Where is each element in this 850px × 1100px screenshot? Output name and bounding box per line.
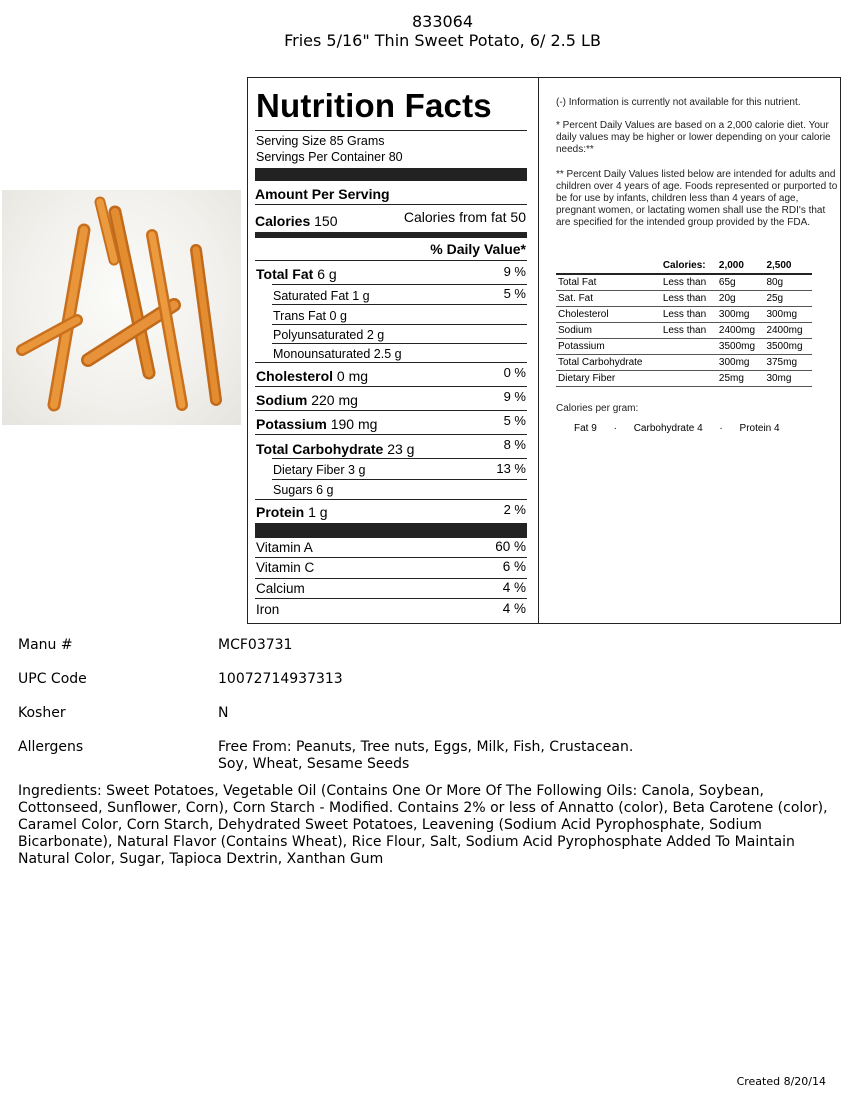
nutrient-amount: 190 mg bbox=[330, 416, 378, 432]
allergens-line-1: Free From: Peanuts, Tree nuts, Eggs, Milk, Fish, Crustacean. bbox=[218, 739, 634, 755]
table-cell: Less than bbox=[661, 291, 717, 307]
vitamin-c-label: Vitamin C bbox=[256, 560, 315, 575]
fry bbox=[115, 212, 149, 373]
calcium-dv: 4 % bbox=[502, 580, 526, 595]
allergens-label: Allergens bbox=[18, 739, 84, 755]
nutrient-protein bbox=[256, 504, 328, 520]
nutrient-amount: 1 g bbox=[352, 289, 370, 303]
table-cell: 20g bbox=[717, 291, 765, 307]
nutrient-name: Total Fat bbox=[256, 266, 314, 282]
fry bbox=[196, 250, 216, 400]
medium-divider bbox=[255, 232, 527, 238]
separator: · bbox=[613, 423, 617, 434]
table-cell: Potassium bbox=[556, 339, 661, 355]
item-number: 833064 bbox=[411, 12, 474, 31]
nutrient-trans-fat bbox=[273, 308, 347, 324]
manu-label: Manu # bbox=[18, 637, 73, 653]
divider bbox=[255, 434, 527, 435]
amount-per-serving: Amount Per Serving bbox=[255, 186, 390, 202]
nutrient-monounsaturated bbox=[273, 346, 402, 362]
nutrient-name: Sodium bbox=[256, 392, 308, 408]
page-header bbox=[0, 12, 850, 50]
nutrient-dv: 8 % bbox=[503, 437, 526, 452]
table-cell: 300mg bbox=[764, 307, 812, 323]
nutrient-total-carbohydrate bbox=[256, 441, 414, 457]
calories-value: 150 bbox=[314, 213, 338, 229]
nutrient-dv: 5 % bbox=[503, 286, 526, 301]
calories-row bbox=[255, 213, 338, 229]
nutrient-dv: 0 % bbox=[503, 365, 526, 380]
table-row bbox=[556, 371, 812, 387]
nutrient-dv: 5 % bbox=[503, 413, 526, 428]
table-cell bbox=[661, 371, 717, 387]
nutrient-total-fat bbox=[256, 266, 337, 282]
table-header-cell: 2,000 bbox=[717, 258, 765, 274]
table-cell bbox=[661, 355, 717, 371]
table-cell: Less than bbox=[661, 323, 717, 339]
divider bbox=[255, 362, 527, 363]
table-cell: 30mg bbox=[764, 371, 812, 387]
iron-dv: 4 % bbox=[502, 601, 526, 616]
table-cell: Sodium bbox=[556, 323, 661, 339]
thick-divider bbox=[255, 523, 527, 538]
nutrient-potassium bbox=[256, 416, 377, 432]
nutrient-sugars bbox=[273, 482, 333, 498]
table-cell: 3500mg bbox=[764, 339, 812, 355]
daily-value-header: % Daily Value* bbox=[430, 241, 526, 257]
nutrition-facts-title: Nutrition Facts bbox=[256, 87, 492, 124]
table-header-cell: Calories: bbox=[661, 258, 717, 274]
protein-per-gram: Protein 4 bbox=[739, 423, 780, 434]
table-header-cell bbox=[556, 258, 661, 274]
divider bbox=[272, 458, 527, 459]
divider bbox=[272, 324, 527, 325]
nutrient-sodium bbox=[256, 392, 358, 408]
nutrition-panel bbox=[247, 77, 841, 624]
vitamin-c-dv: 6 % bbox=[502, 559, 526, 574]
table-header-row bbox=[556, 258, 812, 274]
divider bbox=[255, 557, 527, 558]
nutrition-footnotes bbox=[538, 78, 840, 623]
kosher-value: N bbox=[218, 705, 229, 721]
allergens-line-2: Soy, Wheat, Sesame Seeds bbox=[218, 756, 410, 772]
divider bbox=[255, 386, 527, 387]
table-cell: 300mg bbox=[717, 355, 765, 371]
nutrient-dv: 2 % bbox=[503, 502, 526, 517]
upc-value: 10072714937313 bbox=[218, 671, 343, 687]
calcium-label: Calcium bbox=[256, 581, 305, 596]
nutrient-name: Dietary Fiber bbox=[273, 463, 345, 477]
sweet-potato-fries-image bbox=[2, 190, 241, 425]
calories-from-fat: Calories from fat 50 bbox=[403, 209, 526, 225]
divider bbox=[272, 479, 527, 480]
ingredients-text: Ingredients: Sweet Potatoes, Vegetable Oil (Contains One Or More Of The Following Oils: Canola, Soybean, Cottonseed, Sunflower, Corn), Corn Starch - Modified. Contains 2% or less of Annatto (color), Beta Carotene (color), Caramel Color, Corn Starch, Dehydrated Sweet Potatoes, Leavening (Sodium Acid Pyrophosphate, Sodium Bicarbonate), Natural Flavor (Contains Wheat), Rice Flour, Salt, Sodium Acid Pyrophosphate Added To Maintain Natural Color, Sugar, Tapioca Dextrin, Xanthan Gum bbox=[18, 783, 828, 867]
table-cell: Less than bbox=[661, 274, 717, 291]
table-row bbox=[556, 355, 812, 371]
fat-per-gram: Fat 9 bbox=[574, 423, 597, 434]
nutrient-polyunsaturated bbox=[273, 327, 384, 343]
nutrient-amount: 3 g bbox=[348, 463, 366, 477]
nutrient-saturated-fat bbox=[273, 288, 370, 304]
table-cell: Cholesterol bbox=[556, 307, 661, 323]
nutrient-name: Total Carbohydrate bbox=[256, 441, 384, 457]
table-row bbox=[556, 323, 812, 339]
divider bbox=[255, 598, 527, 599]
nutrient-name: Saturated Fat bbox=[273, 289, 349, 303]
footnote-daily-values: * Percent Daily Values are based on a 2,000 calorie diet. Your daily values may be higher or lower depending on your calorie needs:** bbox=[556, 120, 831, 155]
divider bbox=[255, 130, 527, 131]
table-cell: 2400mg bbox=[764, 323, 812, 339]
nutrient-dv: 9 % bbox=[503, 264, 526, 279]
nutrient-amount: 1 g bbox=[308, 504, 328, 520]
nutrient-name: Potassium bbox=[256, 416, 327, 432]
nutrient-name: Sugars bbox=[273, 483, 313, 497]
separator: · bbox=[719, 423, 723, 434]
nutrient-name: Protein bbox=[256, 504, 305, 520]
table-cell: Sat. Fat bbox=[556, 291, 661, 307]
table-cell: Less than bbox=[661, 307, 717, 323]
nutrient-amount: 220 mg bbox=[311, 392, 358, 408]
vitamin-a-dv: 60 % bbox=[495, 539, 526, 554]
created-date: Created 8/20/14 bbox=[736, 1075, 826, 1088]
nutrient-amount: 6 g bbox=[317, 266, 337, 282]
serving-size: Serving Size 85 Grams bbox=[256, 134, 385, 148]
nutrient-name: Polyunsaturated bbox=[273, 328, 364, 342]
table-cell: 25mg bbox=[717, 371, 765, 387]
nutrient-amount: 23 g bbox=[387, 441, 415, 457]
table-cell: 2400mg bbox=[717, 323, 765, 339]
divider bbox=[272, 343, 527, 344]
table-cell: 375mg bbox=[764, 355, 812, 371]
thick-divider bbox=[255, 168, 527, 181]
nutrient-amount: 2 g bbox=[366, 328, 385, 342]
nutrient-amount: 2.5 g bbox=[373, 347, 402, 361]
divider bbox=[255, 204, 527, 205]
table-cell: 300mg bbox=[717, 307, 765, 323]
nutrient-cholesterol bbox=[256, 368, 368, 384]
upc-label: UPC Code bbox=[18, 671, 87, 687]
kosher-label: Kosher bbox=[18, 705, 66, 721]
nutrient-dv: 13 % bbox=[496, 461, 526, 476]
product-photo bbox=[2, 190, 241, 425]
divider bbox=[255, 410, 527, 411]
footnote-intended-for: ** Percent Daily Values listed below are intended for adults and children over 4 years of age. Foods represented or purported to be for use by infants, children less than 4 years of age, pregnant women, or lactating women shall use the RDI's that are specified for the intended group provided by the FDA. bbox=[556, 169, 838, 228]
table-cell: 80g bbox=[764, 274, 812, 291]
nutrition-facts-label bbox=[248, 78, 539, 623]
nutrient-name: Monounsaturated bbox=[273, 347, 371, 361]
divider bbox=[272, 284, 527, 285]
nutrient-name: Trans Fat bbox=[273, 309, 327, 323]
vitamin-a-label: Vitamin A bbox=[256, 540, 313, 555]
table-row bbox=[556, 274, 812, 291]
daily-values-table bbox=[556, 258, 812, 387]
table-row bbox=[556, 307, 812, 323]
nutrient-amount: 0 mg bbox=[336, 368, 369, 384]
table-cell: 25g bbox=[764, 291, 812, 307]
nutrient-amount: 6 g bbox=[316, 483, 334, 497]
table-cell: 65g bbox=[717, 274, 765, 291]
divider bbox=[255, 260, 527, 261]
table-cell bbox=[661, 339, 717, 355]
table-cell: Dietary Fiber bbox=[556, 371, 661, 387]
divider bbox=[272, 304, 527, 305]
table-header-cell: 2,500 bbox=[764, 258, 812, 274]
manu-value: MCF03731 bbox=[218, 637, 293, 653]
calories-per-gram-label: Calories per gram: bbox=[556, 403, 639, 414]
calories-per-gram-values bbox=[574, 423, 780, 435]
nutrient-dietary-fiber bbox=[273, 462, 365, 478]
carbohydrate-per-gram: Carbohydrate 4 bbox=[633, 423, 703, 434]
nutrient-amount: 0 g bbox=[329, 309, 347, 323]
divider bbox=[255, 578, 527, 579]
footnote-not-available: (-) Information is currently not available for this nutrient. bbox=[556, 97, 801, 108]
calories-label: Calories bbox=[255, 213, 311, 229]
table-cell: 3500mg bbox=[717, 339, 765, 355]
servings-per-container: Servings Per Container 80 bbox=[256, 150, 403, 164]
iron-label: Iron bbox=[256, 602, 280, 617]
nutrient-dv: 9 % bbox=[503, 389, 526, 404]
divider bbox=[255, 499, 527, 500]
table-row bbox=[556, 291, 812, 307]
table-cell: Total Carbohydrate bbox=[556, 355, 661, 371]
product-name: Fries 5/16" Thin Sweet Potato, 6/ 2.5 LB bbox=[284, 31, 601, 50]
table-cell: Total Fat bbox=[556, 274, 661, 291]
nutrient-name: Cholesterol bbox=[256, 368, 334, 384]
table-row bbox=[556, 339, 812, 355]
